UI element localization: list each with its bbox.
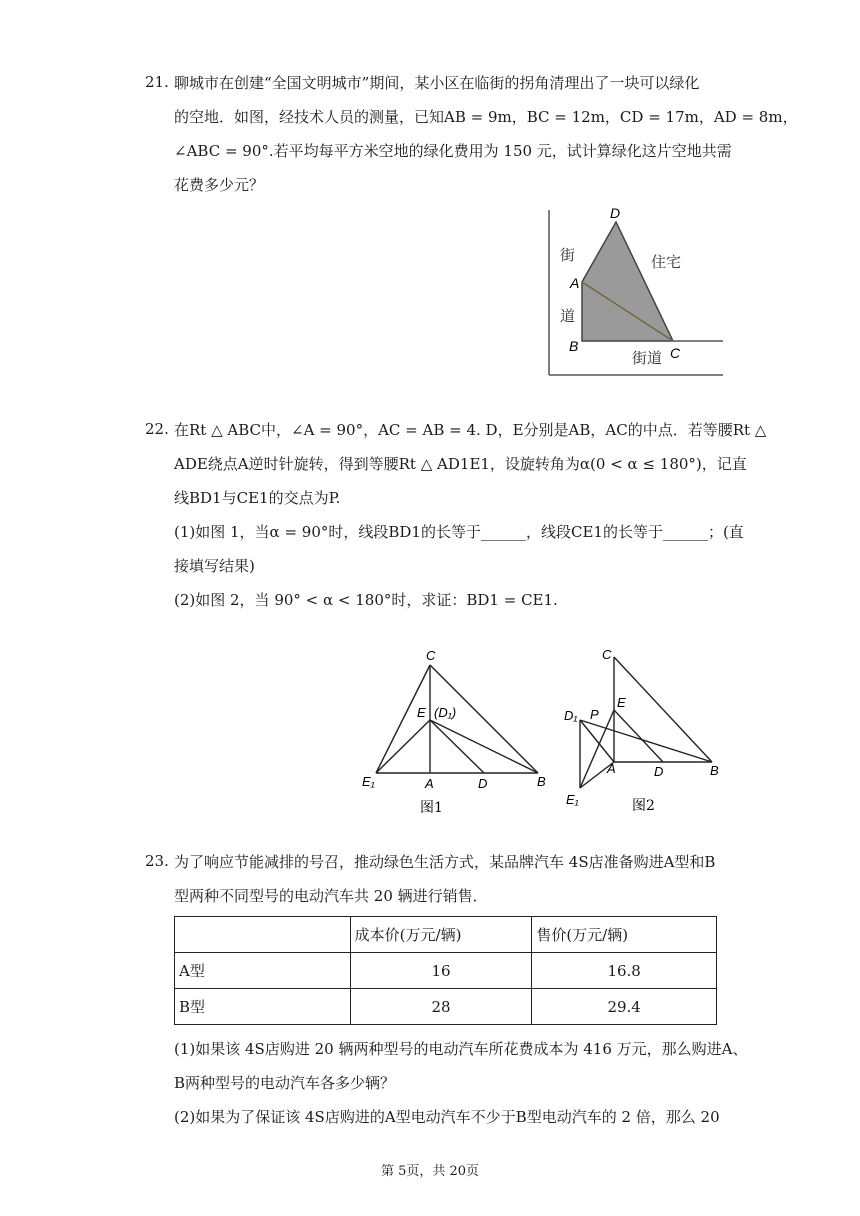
q23-part1-line-2: B两种型号的电动汽车各多少辆？ — [174, 1074, 396, 1092]
q22-line-5: 接填写结果) — [174, 557, 255, 575]
q22-figure-2 — [560, 640, 735, 820]
table-header-cell: 售价(万元/辆) — [532, 917, 717, 953]
fig1-label-e1: E₁ — [362, 774, 375, 789]
fig2-label-c: C — [602, 647, 612, 662]
label-d: D — [610, 205, 621, 221]
table-cell: 16 — [350, 953, 532, 989]
table-cell: 29.4 — [532, 989, 717, 1025]
fig2-label-d1: D₁ — [564, 708, 578, 723]
fig2-label-e1: E₁ — [566, 792, 579, 807]
q22-number: 22. — [145, 420, 169, 438]
fig2-label-e: E — [617, 695, 626, 710]
q22-line-1: 在Rt △ ABC中，∠A = 90°，AC = AB = 4. D，E分别是AB，AC的中点．若等腰Rt △ — [174, 421, 767, 439]
q21-number: 21. — [145, 73, 169, 91]
fig1-label-c: C — [426, 648, 436, 663]
fig2-label-a: A — [607, 761, 616, 776]
q22-line-3: 线BD1与CE1的交点为P. — [174, 489, 341, 507]
q22-figure-1 — [355, 640, 555, 820]
table-cell: A型 — [175, 953, 351, 989]
q22-line-4: (1)如图 1，当α = 90°时，线段BD1的长等于______，线段CE1的长等于______；(直 — [174, 523, 744, 541]
fig2-label-b: B — [710, 763, 719, 778]
q21-line-1: 聊城市在创建“全国文明城市”期间，某小区在临街的拐角清理出了一块可以绿化 — [174, 74, 700, 92]
table-row — [175, 953, 717, 989]
table-cell: 16.8 — [532, 953, 717, 989]
residence-label: 住宅 — [651, 253, 682, 271]
q22-line-2: ADE绕点A逆时针旋转，得到等腰Rt △ AD1E1，设旋转角为α(0 < α ≤ 180°)，记直 — [174, 455, 747, 473]
q22-line-6: (2)如图 2，当 90° < α < 180°时，求证：BD1 = CE1. — [174, 591, 558, 609]
q23-line-1: 为了响应节能减排的号召，推动绿色生活方式，某品牌汽车 4S店准备购进A型和B — [174, 853, 716, 871]
q23-part1-line-1: (1)如果该 4S店购进 20 辆两种型号的电动汽车所花费成本为 416 万元，那么购进A、 — [174, 1040, 748, 1058]
street-label-h: 街道 — [632, 349, 663, 367]
fig1-label-d: D — [478, 776, 488, 791]
label-c: C — [670, 345, 681, 361]
street-label-v2: 道 — [560, 307, 576, 325]
table-cell: 28 — [350, 989, 532, 1025]
fig1-label-b: B — [537, 774, 546, 789]
table-row — [175, 989, 717, 1025]
table-header-row — [175, 917, 717, 953]
street-label-v1: 街 — [560, 246, 576, 264]
fig1-label-e: E — [417, 705, 426, 720]
fig1-label-a: A — [425, 776, 434, 791]
table-header-cell: 成本价(万元/辆) — [350, 917, 532, 953]
label-b: B — [569, 338, 579, 354]
q23-part2-line-1: (2)如果为了保证该 4S店购进的A型电动汽车不少于B型电动汽车的 2 倍，那么 20 — [174, 1108, 720, 1126]
price-table — [174, 916, 717, 1025]
q21-line-4: 花费多少元？ — [174, 176, 265, 194]
q21-line-2: 的空地．如图，经技术人员的测量，已知AB = 9m，BC = 12m，CD = 17m，AD = 8m， — [174, 108, 798, 126]
fig2-label-d: D — [654, 764, 664, 779]
label-a: A — [570, 275, 580, 291]
table-cell: B型 — [175, 989, 351, 1025]
fig1-caption: 图1 — [420, 800, 443, 816]
fig2-label-p: P — [590, 707, 599, 722]
q21-line-3: ∠ABC = 90°.若平均每平方米空地的绿化费用为 150 元，试计算绿化这片空地共需 — [174, 142, 732, 160]
table-header-cell — [175, 917, 351, 953]
page-footer: 第 5页，共 20页 — [380, 1164, 480, 1179]
fig1-label-d1: (D₁) — [434, 705, 457, 720]
q23-line-2: 型两种不同型号的电动汽车共 20 辆进行销售． — [174, 887, 488, 905]
q23-number: 23. — [145, 852, 169, 870]
q21-figure — [540, 200, 730, 380]
fig2-caption: 图2 — [632, 798, 655, 814]
